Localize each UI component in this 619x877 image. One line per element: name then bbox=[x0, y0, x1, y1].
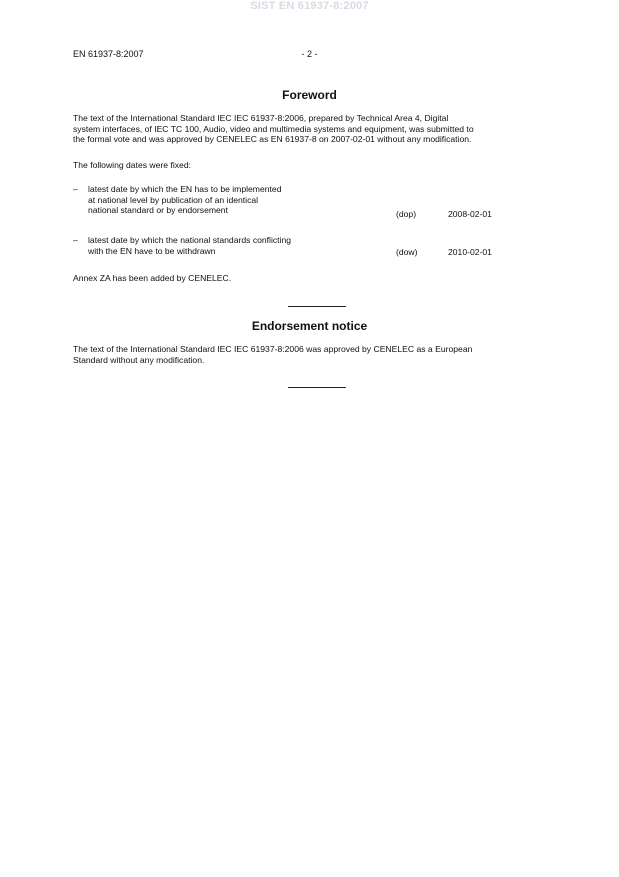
dash-bullet: – bbox=[73, 235, 78, 245]
endorsement-line-2: Standard without any modification. bbox=[73, 354, 205, 365]
section-divider bbox=[288, 306, 346, 307]
dates-intro: The following dates were fixed: bbox=[73, 160, 191, 170]
date-item-line: latest date by which the EN has to be implemented bbox=[88, 184, 282, 194]
date-code-dow: (dow) bbox=[396, 247, 418, 257]
date-item-line: latest date by which the national standards conflicting bbox=[88, 235, 292, 245]
foreword-title: Foreword bbox=[282, 88, 337, 102]
annex-note: Annex ZA has been added by CENELEC. bbox=[73, 273, 232, 283]
foreword-line-2: system interfaces, of IEC TC 100, Audio, video and multimedia systems and equipment, was submitted to bbox=[73, 123, 474, 134]
endorsement-title: Endorsement notice bbox=[251, 319, 368, 333]
date-item-line: with the EN have to be withdrawn bbox=[88, 245, 216, 256]
date-value-dop: 2008-02-01 bbox=[448, 209, 492, 219]
page-number: - 2 - bbox=[301, 49, 318, 59]
date-code-dop: (dop) bbox=[396, 209, 417, 219]
watermark-text: SIST EN 61937-8:2007 bbox=[250, 0, 369, 12]
date-item-line: at national level by publication of an identical bbox=[88, 194, 259, 205]
endorsement-line-1: The text of the International Standard IEC IEC 61937-8:2006 was approved by CENELEC as a European bbox=[73, 344, 473, 354]
endorsement-paragraph bbox=[73, 344, 561, 365]
foreword-line-1: The text of the International Standard IEC IEC 61937-8:2006, prepared by Technical Area 4, Digital bbox=[73, 113, 449, 123]
date-item-text bbox=[88, 184, 388, 216]
date-item-line: national standard or by endorsement bbox=[88, 205, 228, 216]
document-id: EN 61937-8:2007 bbox=[73, 49, 144, 59]
dash-bullet: – bbox=[73, 184, 78, 194]
foreword-paragraph bbox=[73, 113, 561, 145]
foreword-line-3: the formal vote and was approved by CENELEC as EN 61937-8 on 2007-02-01 without any modification. bbox=[73, 134, 472, 145]
section-divider bbox=[288, 387, 346, 388]
date-value-dow: 2010-02-01 bbox=[448, 247, 492, 257]
date-item-text bbox=[88, 235, 388, 256]
